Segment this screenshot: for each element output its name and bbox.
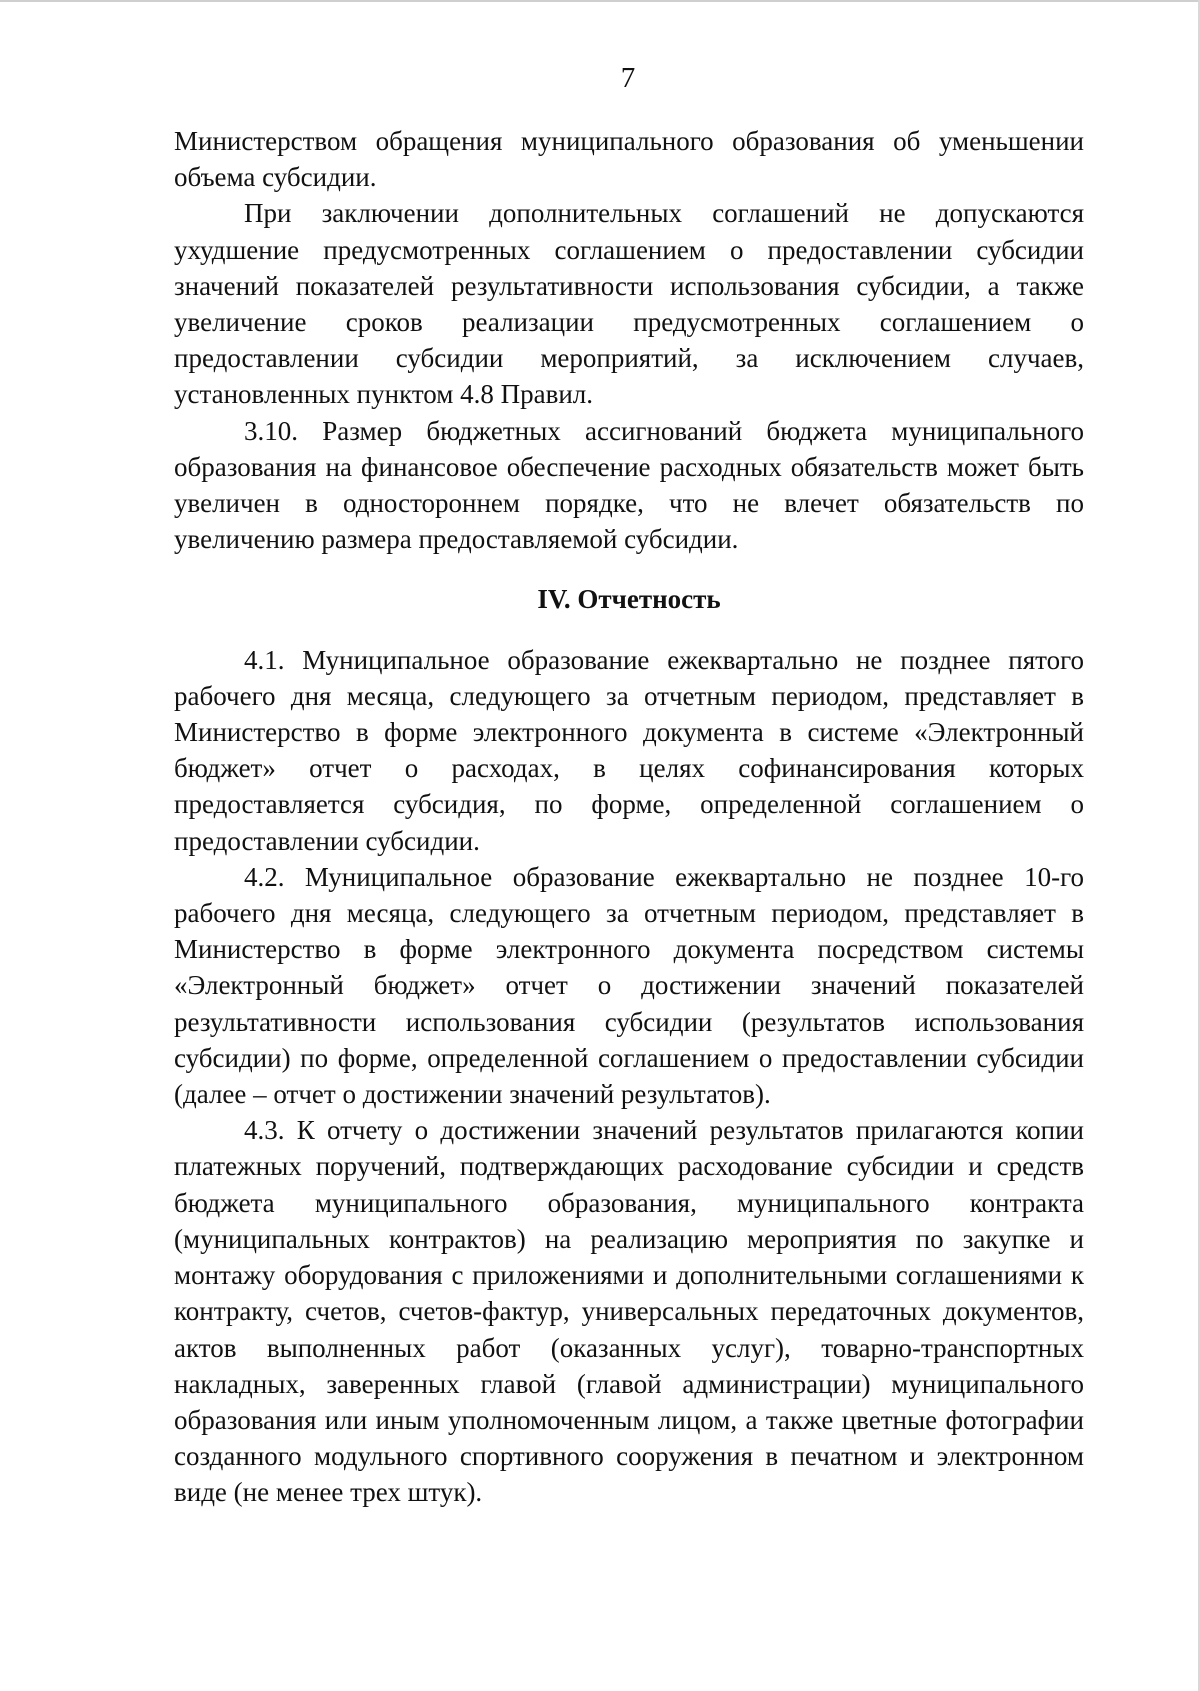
scan-edge-top: [0, 0, 1200, 2]
section-heading: IV. Отчетность: [537, 584, 721, 615]
document-body: [174, 123, 1084, 1511]
paragraph-4-1: 4.1. Муниципальное образование ежеквартально не позднее пятого рабочего дня месяца, следующего за отчетным периодом, представляет в Министерство в форме электронного документа в системе «Электронный бюджет» отчет о расходах, в целях софинансирования которых предоставляется субсидия, по форме, определенной соглашением о предоставлении субсидии.: [174, 644, 1084, 856]
page-number: 7: [620, 62, 636, 94]
paragraph-4-3: 4.3. К отчету о достижении значений результатов прилагаются копии платежных поручений, подтверждающих расходование субсидии и средств бюджета муниципального образования, муниципального контракта (муниципальных контрактов) на реализацию мероприятия по закупке и монтажу оборудования с приложениями и дополнительными соглашениями к контракту, счетов, счетов-фактур, универсальных передаточных документов, актов выполненных работ (оказанных услуг), товарно-транспортных накладных, заверенных главой (главой администрации) муниципального образования или иным уполномоченным лицом, а также цветные фотографии созданного модульного спортивного сооружения в печатном и электронном виде (не менее трех штук).: [174, 1115, 1084, 1508]
paragraph-continuation: Министерством обращения муниципального образования об уменьшении объема субсидии.: [174, 126, 1084, 193]
paragraph-4-2: 4.2. Муниципальное образование ежеквартально не позднее 10-го рабочего дня месяца, следующего за отчетным периодом, представляет в Министерство в форме электронного документа посредством системы «Электронный бюджет» отчет о достижении значений показателей результативности использования субсидии (результатов использования субсидии) по форме, определенной соглашением о предоставлении субсидии (далее – отчет о достижении значений результатов).: [174, 861, 1084, 1110]
paragraph-additional-agreements: При заключении дополнительных соглашений не допускаются ухудшение предусмотренных соглашением о предоставлении субсидии значений показателей результативности использования субсидии, а также увеличение сроков реализации предусмотренных соглашением о предоставлении субсидии мероприятий, за исключением случаев, установленных пунктом 4.8 Правил.: [174, 198, 1084, 410]
paragraph-3-10: 3.10. Размер бюджетных ассигнований бюджета муниципального образования на финансовое обеспечение расходных обязательств может быть увеличен в одностороннем порядке, что не влечет обязательств по увеличению размера предоставляемой субсидии.: [174, 415, 1084, 555]
